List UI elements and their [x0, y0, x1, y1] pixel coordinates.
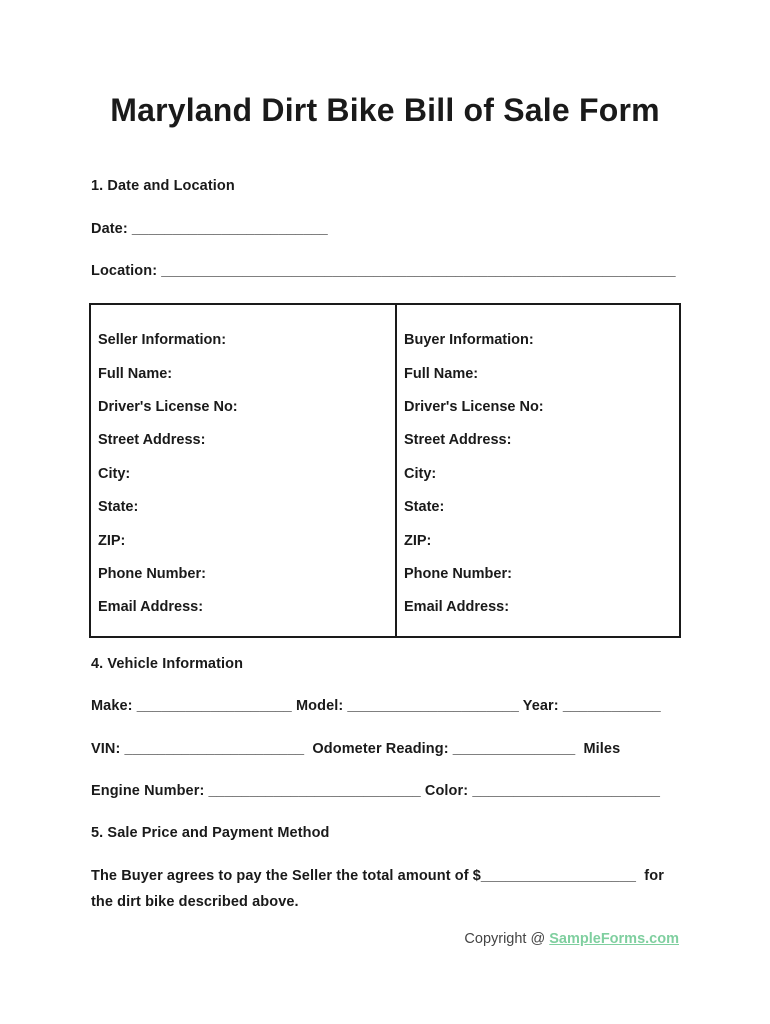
buyer-full-name-field[interactable]: Full Name: — [404, 366, 479, 382]
copyright-footer — [464, 931, 679, 947]
buyer-email-field[interactable]: Email Address: — [404, 599, 510, 615]
buyer-license-field[interactable]: Driver's License No: — [404, 399, 544, 415]
buyer-city-field[interactable]: City: — [404, 466, 437, 482]
sale-price-field[interactable]: The Buyer agrees to pay the Seller the total amount of $___________________ for — [91, 868, 664, 884]
sale-price-continuation: the dirt bike described above. — [91, 894, 299, 910]
section-5-heading: 5. Sale Price and Payment Method — [91, 825, 330, 841]
brand-link[interactable]: SampleForms.com — [549, 931, 679, 947]
parties-table — [89, 303, 681, 638]
section-4-heading: 4. Vehicle Information — [91, 656, 244, 672]
seller-license-field[interactable]: Driver's License No: — [98, 399, 238, 415]
buyer-header: Buyer Information: — [404, 332, 534, 348]
buyer-state-field[interactable]: State: — [404, 499, 445, 515]
engine-color-fields[interactable]: Engine Number: __________________________ Color: _______________________ — [91, 783, 661, 799]
buyer-street-field[interactable]: Street Address: — [404, 432, 512, 448]
section-1-heading: 1. Date and Location — [91, 178, 235, 194]
date-field[interactable]: Date: ________________________ — [91, 221, 328, 237]
make-model-year-fields[interactable]: Make: ___________________ Model: _____________________ Year: ____________ — [91, 698, 661, 714]
seller-email-field[interactable]: Email Address: — [98, 599, 204, 615]
buyer-phone-field[interactable]: Phone Number: — [404, 566, 512, 582]
seller-state-field[interactable]: State: — [98, 499, 139, 515]
seller-column — [91, 305, 397, 636]
copyright-text: Copyright @ — [464, 931, 550, 947]
seller-street-field[interactable]: Street Address: — [98, 432, 206, 448]
document-title: Maryland Dirt Bike Bill of Sale Form — [110, 92, 660, 128]
seller-phone-field[interactable]: Phone Number: — [98, 566, 206, 582]
buyer-zip-field[interactable]: ZIP: — [404, 533, 432, 549]
seller-zip-field[interactable]: ZIP: — [98, 533, 126, 549]
seller-header: Seller Information: — [98, 332, 227, 348]
buyer-column — [397, 305, 679, 636]
vin-odometer-fields[interactable]: VIN: ______________________ Odometer Reading: _______________ Miles — [91, 741, 621, 757]
seller-full-name-field[interactable]: Full Name: — [98, 366, 173, 382]
seller-city-field[interactable]: City: — [98, 466, 131, 482]
location-field[interactable]: Location: _______________________________________________________________ — [91, 263, 676, 279]
